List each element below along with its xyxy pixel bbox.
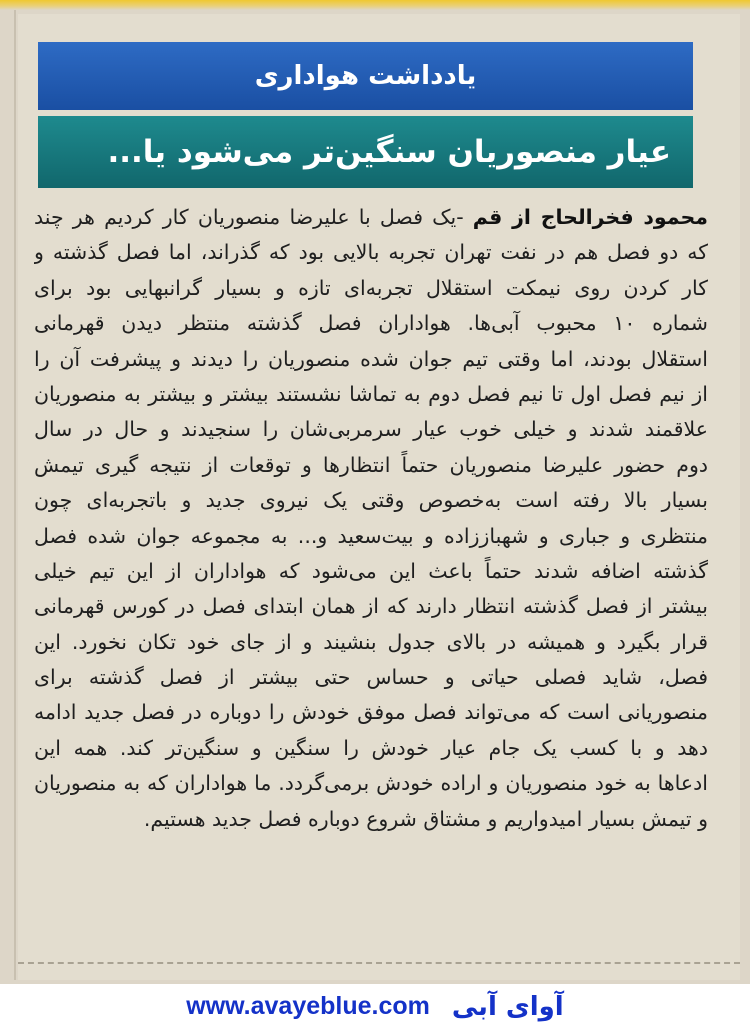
article-line: از نیم فصل اول تا نیم فصل دوم به تماشا نشستند بیشتر و بیشتر به منصوریان (34, 381, 708, 406)
article-line: گذشته اضافه شدند حتماً باعث این می‌شود که هواداران از این تیم خیلی (34, 558, 708, 583)
cut-line-divider (18, 962, 740, 964)
article-line: استقلال بودند، اما وقتی تیم جوان شده منصوریان را دیدند و پیشرفت آن را (34, 346, 708, 371)
article-line: که دو فصل هم در نفت تهران تجربه بالایی بود که گذراند، اما فصل گذشته و (34, 240, 708, 265)
article-line: شماره ۱۰ محبوب آبی‌ها. هواداران فصل گذشته منتظر دیدن قهرمانی (34, 311, 708, 336)
article-line: ادعاها به خود منصوریان و اراده خودش برمی‌گردد. ما هواداران که به منصوریان (34, 771, 708, 796)
footer-watermark (0, 984, 750, 1029)
author-name: محمود فخرالحاج از قم (472, 205, 708, 229)
article-line: فصل، شاید فصلی حیاتی و حساس حتی بیشتر از فصل گذشته برای (34, 665, 708, 690)
article-line: بیشتر از فصل گذشته انتظار دارند که از همان ابتدای فصل در کورس قهرمانی (34, 594, 708, 619)
article-line: بسیار بالا رفته است به‌خصوص وقتی یک نیروی جدید و باتجربه‌ای چون (34, 488, 708, 513)
section-title: یادداشت هواداری (254, 61, 477, 91)
footer-url-link[interactable]: www.avayeblue.com (186, 992, 430, 1020)
article-line: منصوریانی است که می‌تواند فصل موفق خودش را دوباره در فصل جدید ادامه (34, 700, 708, 725)
article-line: قرار بگیرد و همیشه در بالای جدول بنشیند و از جای خود تکان نخورد. این (34, 629, 708, 654)
headline: عیار منصوریان سنگین‌تر می‌شود یا... (107, 134, 671, 170)
headline-banner (38, 116, 693, 188)
article-body (34, 200, 708, 945)
article-line: علاقمند شدند و خیلی خوب عیار سرمربی‌شان را سنجیدند و حال در سال (34, 417, 708, 442)
article-line: دوم حضور علیرضا منصوریان حتماً انتظارها و توقعات از نتیجه گیری تیمش (34, 452, 708, 477)
footer-brand: آوای آبی (451, 991, 564, 1022)
article-line: دهد و با کسب یک جام عیار خودش را سنگین و سنگین‌تر کند. همه این (34, 735, 708, 760)
article-line: منتظری و جباری و شهباززاده و بیت‌سعید و... به مجموعه جوان شده فصل (34, 523, 708, 548)
margin-line (14, 10, 16, 980)
section-title-banner (38, 42, 693, 110)
top-color-strip (0, 0, 750, 10)
article-line: محمود فخرالحاج از قم -یک فصل با علیرضا منصوریان کار کردیم هر چند (34, 205, 708, 229)
article-line: و تیمش بسیار امیدواریم و مشتاق شروع دوباره فصل جدید هستیم. (143, 806, 708, 831)
article-line: کار کردن روی نیمکت استقلال تجربه‌ای تازه و بسیار گرانبهایی بود برای (34, 275, 708, 300)
